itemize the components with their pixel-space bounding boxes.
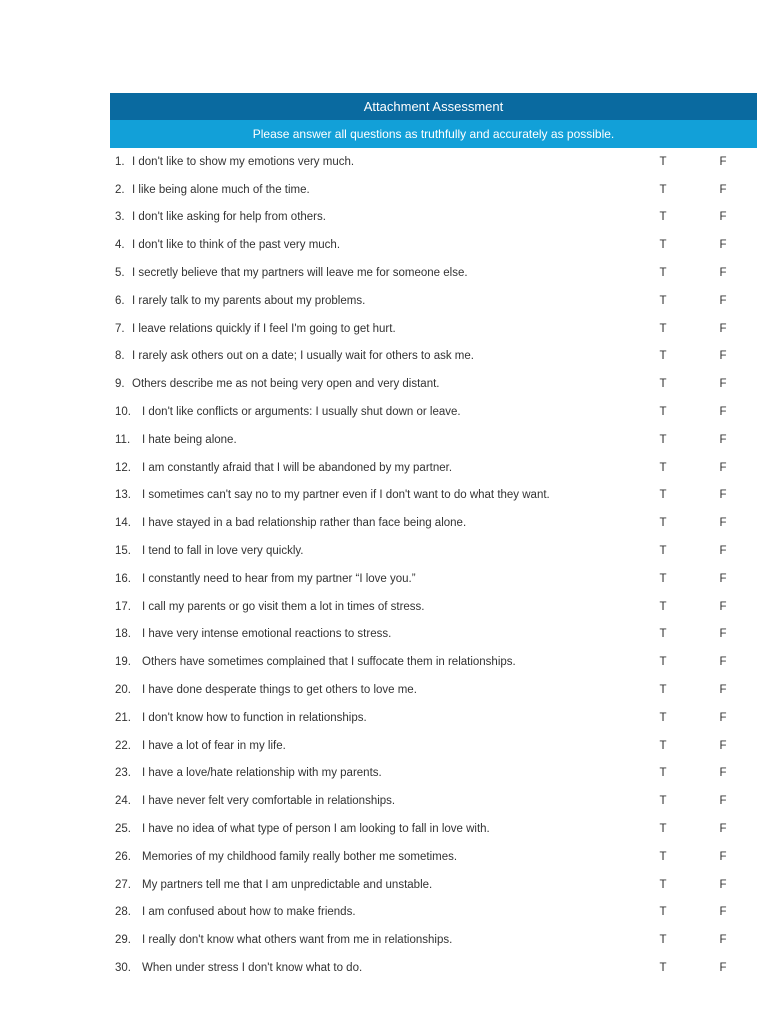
question-row [110, 315, 757, 343]
question-row [110, 621, 757, 649]
true-option[interactable]: T [659, 433, 667, 446]
true-option[interactable]: T [659, 211, 667, 224]
question-number: 13. [115, 489, 131, 502]
true-option[interactable]: T [659, 684, 667, 697]
false-option[interactable]: F [719, 600, 727, 613]
false-option[interactable]: F [719, 239, 727, 252]
true-option[interactable]: T [659, 406, 667, 419]
question-row [110, 287, 757, 315]
question-row [110, 370, 757, 398]
question-row [110, 426, 757, 454]
question-row [110, 899, 757, 927]
question-row [110, 954, 757, 982]
false-option[interactable]: F [719, 739, 727, 752]
true-option[interactable]: T [659, 656, 667, 669]
question-row [110, 704, 757, 732]
true-option[interactable]: T [659, 378, 667, 391]
question-row [110, 176, 757, 204]
question-row [110, 509, 757, 537]
question-text: I don't like to show my emotions very much. [132, 155, 355, 168]
false-option[interactable]: F [719, 267, 727, 280]
false-option[interactable]: F [719, 517, 727, 530]
question-row [110, 732, 757, 760]
question-text: I don't like conflicts or arguments: I usually shut down or leave. [142, 406, 461, 419]
question-row [110, 787, 757, 815]
question-text: I hate being alone. [142, 433, 237, 446]
true-option[interactable]: T [659, 239, 667, 252]
question-text: I tend to fall in love very quickly. [142, 545, 304, 558]
question-number: 24. [115, 795, 131, 808]
question-row [110, 871, 757, 899]
question-number: 1. [115, 155, 125, 168]
question-number: 4. [115, 239, 125, 252]
question-text: I don't like asking for help from others. [132, 211, 326, 224]
false-option[interactable]: F [719, 294, 727, 307]
false-option[interactable]: F [719, 684, 727, 697]
false-option[interactable]: F [719, 628, 727, 641]
true-option[interactable]: T [659, 795, 667, 808]
true-option[interactable]: T [659, 155, 667, 168]
title-bar [110, 93, 757, 120]
page-title: Attachment Assessment [363, 99, 504, 114]
true-option[interactable]: T [659, 767, 667, 780]
question-number: 6. [115, 294, 125, 307]
question-row [110, 537, 757, 565]
true-option[interactable]: T [659, 628, 667, 641]
assessment-form [110, 93, 757, 982]
true-option[interactable]: T [659, 878, 667, 891]
question-number: 28. [115, 906, 131, 919]
question-number: 17. [115, 600, 131, 613]
true-option[interactable]: T [659, 489, 667, 502]
true-option[interactable]: T [659, 183, 667, 196]
question-row [110, 231, 757, 259]
question-text: I have a love/hate relationship with my parents. [142, 767, 382, 780]
question-text: I call my parents or go visit them a lot in times of stress. [142, 600, 425, 613]
false-option[interactable]: F [719, 878, 727, 891]
question-text: I have stayed in a bad relationship rather than face being alone. [142, 517, 467, 530]
question-row [110, 676, 757, 704]
false-option[interactable]: F [719, 656, 727, 669]
question-text: I really don't know what others want from me in relationships. [142, 934, 453, 947]
true-option[interactable]: T [659, 461, 667, 474]
question-text: I rarely talk to my parents about my problems. [132, 294, 366, 307]
question-text: I have never felt very comfortable in relationships. [142, 795, 396, 808]
false-option[interactable]: F [719, 378, 727, 391]
question-row [110, 454, 757, 482]
false-option[interactable]: F [719, 572, 727, 585]
question-row [110, 926, 757, 954]
question-row [110, 565, 757, 593]
false-option[interactable]: F [719, 155, 727, 168]
true-option[interactable]: T [659, 600, 667, 613]
question-number: 19. [115, 656, 131, 669]
false-option[interactable]: F [719, 795, 727, 808]
question-number: 23. [115, 767, 131, 780]
question-row [110, 815, 757, 843]
question-text: I have a lot of fear in my life. [142, 739, 286, 752]
question-number: 22. [115, 739, 131, 752]
question-number: 8. [115, 350, 125, 363]
question-text: I constantly need to hear from my partner “I love you.” [142, 572, 416, 585]
instructions-text: Please answer all questions as truthfully and accurately as possible. [252, 127, 615, 141]
true-option[interactable]: T [659, 545, 667, 558]
true-option[interactable]: T [659, 322, 667, 335]
question-number: 11. [115, 433, 131, 446]
false-option[interactable]: F [719, 934, 727, 947]
question-text: I leave relations quickly if I feel I'm going to get hurt. [132, 322, 396, 335]
question-number: 12. [115, 461, 131, 474]
question-row [110, 593, 757, 621]
false-option[interactable]: F [719, 489, 727, 502]
true-option[interactable]: T [659, 962, 667, 974]
question-number: 25. [115, 823, 131, 836]
false-option[interactable]: F [719, 906, 727, 919]
true-option[interactable]: T [659, 934, 667, 947]
question-row [110, 843, 757, 871]
true-option[interactable]: T [659, 572, 667, 585]
question-number: 27. [115, 878, 131, 891]
question-text: I don't like to think of the past very much. [132, 239, 341, 252]
false-option[interactable]: F [719, 850, 727, 863]
false-option[interactable]: F [719, 711, 727, 724]
question-number: 2. [115, 183, 125, 196]
question-text: I have no idea of what type of person I am looking to fall in love with. [142, 823, 490, 836]
question-text: I have done desperate things to get others to love me. [142, 684, 417, 697]
false-option[interactable]: F [719, 211, 727, 224]
true-option[interactable]: T [659, 739, 667, 752]
question-row [110, 204, 757, 232]
question-number: 16. [115, 572, 131, 585]
question-row [110, 148, 757, 176]
question-number: 3. [115, 211, 125, 224]
question-text: I am confused about how to make friends. [142, 906, 356, 919]
question-number: 9. [115, 378, 125, 391]
true-option[interactable]: T [659, 823, 667, 836]
question-text: When under stress I don't know what to do. [142, 962, 363, 974]
false-option[interactable]: F [719, 350, 727, 363]
true-option[interactable]: T [659, 906, 667, 919]
question-text: I rarely ask others out on a date; I usually wait for others to ask me. [132, 350, 474, 363]
question-text: I like being alone much of the time. [132, 183, 310, 196]
true-option[interactable]: T [659, 294, 667, 307]
false-option[interactable]: F [719, 767, 727, 780]
false-option[interactable]: F [719, 823, 727, 836]
question-number: 18. [115, 628, 131, 641]
question-text: Others describe me as not being very open and very distant. [132, 378, 440, 391]
false-option[interactable]: F [719, 545, 727, 558]
question-text: I have very intense emotional reactions to stress. [142, 628, 392, 641]
question-row [110, 760, 757, 788]
true-option[interactable]: T [659, 850, 667, 863]
question-row [110, 259, 757, 287]
question-number: 15. [115, 545, 131, 558]
question-text: I secretly believe that my partners will leave me for someone else. [132, 267, 468, 280]
question-text: Others have sometimes complained that I suffocate them in relationships. [142, 656, 516, 669]
question-text: My partners tell me that I am unpredictable and unstable. [142, 878, 433, 891]
question-number: 20. [115, 684, 131, 697]
question-text: I am constantly afraid that I will be abandoned by my partner. [142, 461, 453, 474]
question-number: 30. [115, 962, 131, 974]
question-number: 29. [115, 934, 131, 947]
question-number: 7. [115, 322, 125, 335]
question-list [110, 148, 757, 982]
instructions-bar [110, 120, 757, 148]
question-number: 26. [115, 850, 131, 863]
question-row [110, 398, 757, 426]
question-text: Memories of my childhood family really bother me sometimes. [142, 850, 458, 863]
question-row [110, 343, 757, 371]
false-option[interactable]: F [719, 433, 727, 446]
true-option[interactable]: T [659, 267, 667, 280]
true-option[interactable]: T [659, 711, 667, 724]
true-option[interactable]: T [659, 350, 667, 363]
false-option[interactable]: F [719, 183, 727, 196]
true-option[interactable]: T [659, 517, 667, 530]
question-text: I sometimes can't say no to my partner even if I don't want to do what they want. [142, 489, 550, 502]
question-number: 10. [115, 406, 131, 419]
question-number: 21. [115, 711, 131, 724]
false-option[interactable]: F [719, 322, 727, 335]
question-row [110, 482, 757, 510]
question-row [110, 648, 757, 676]
question-number: 14. [115, 517, 131, 530]
false-option[interactable]: F [719, 461, 727, 474]
false-option[interactable]: F [719, 406, 727, 419]
false-option[interactable]: F [719, 962, 727, 974]
question-text: I don't know how to function in relationships. [142, 711, 367, 724]
question-number: 5. [115, 267, 125, 280]
